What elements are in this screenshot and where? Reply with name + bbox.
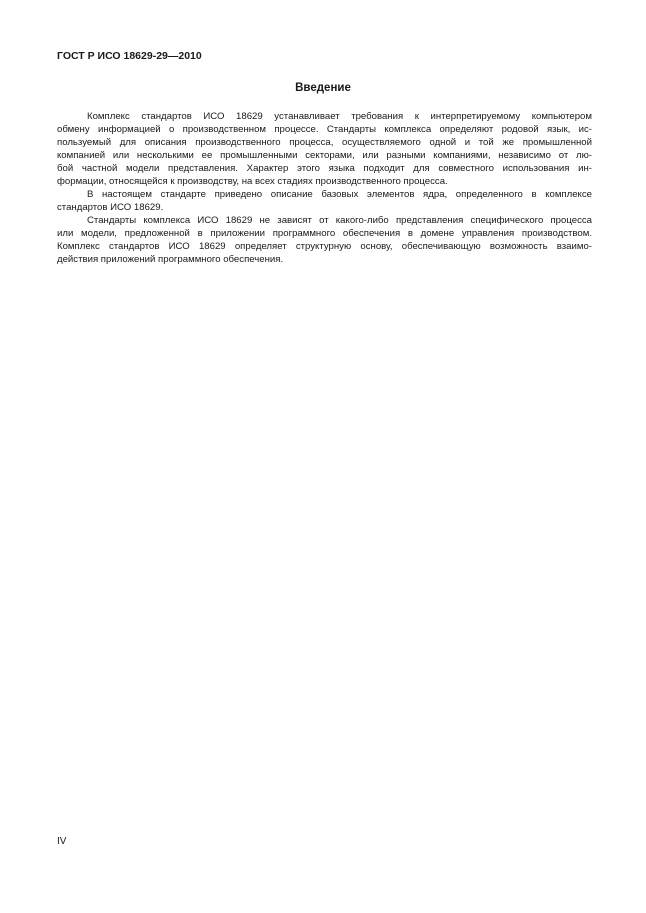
text-line: действия приложений программного обеспечения. — [57, 254, 284, 265]
text-line: В настоящем стандарте приведено описание базовых элементов ядра, определенного в комплексе — [87, 189, 592, 200]
text-line: Стандарты комплекса ИСО 18629 не зависят от какого-либо представления специфического процесса — [87, 215, 592, 226]
text-line: компанией или несколькими ее промышленными секторами, или разными компаниями, независимо от лю- — [57, 150, 592, 161]
text-line: или модели, предложенной в приложении программного обеспечения в домене управления производством. — [57, 228, 592, 239]
text-line: бой частной модели представления. Характер этого языка подходит для совместного использования ин- — [57, 163, 592, 174]
text-line: Комплекс стандартов ИСО 18629 определяет структурную основу, обеспечивающую возможность взаимо- — [57, 241, 592, 252]
text-line: Комплекс стандартов ИСО 18629 устанавливает требования к интерпретируемому компьютером — [87, 111, 592, 122]
section-title: Введение — [295, 82, 351, 94]
text-line: обмену информацией о производственном процессе. Стандарты комплекса определяют родовой язык, ис- — [57, 124, 592, 135]
text-line: формации, относящейся к производству, на всех стадиях производственного процесса. — [57, 176, 448, 187]
page-number: IV — [57, 836, 67, 847]
text-line: пользуемый для описания производственного процесса, осуществляемого одной и той же промышленной — [57, 137, 592, 148]
document-header: ГОСТ Р ИСО 18629-29—2010 — [57, 50, 202, 62]
text-line: стандартов ИСО 18629. — [57, 202, 164, 213]
